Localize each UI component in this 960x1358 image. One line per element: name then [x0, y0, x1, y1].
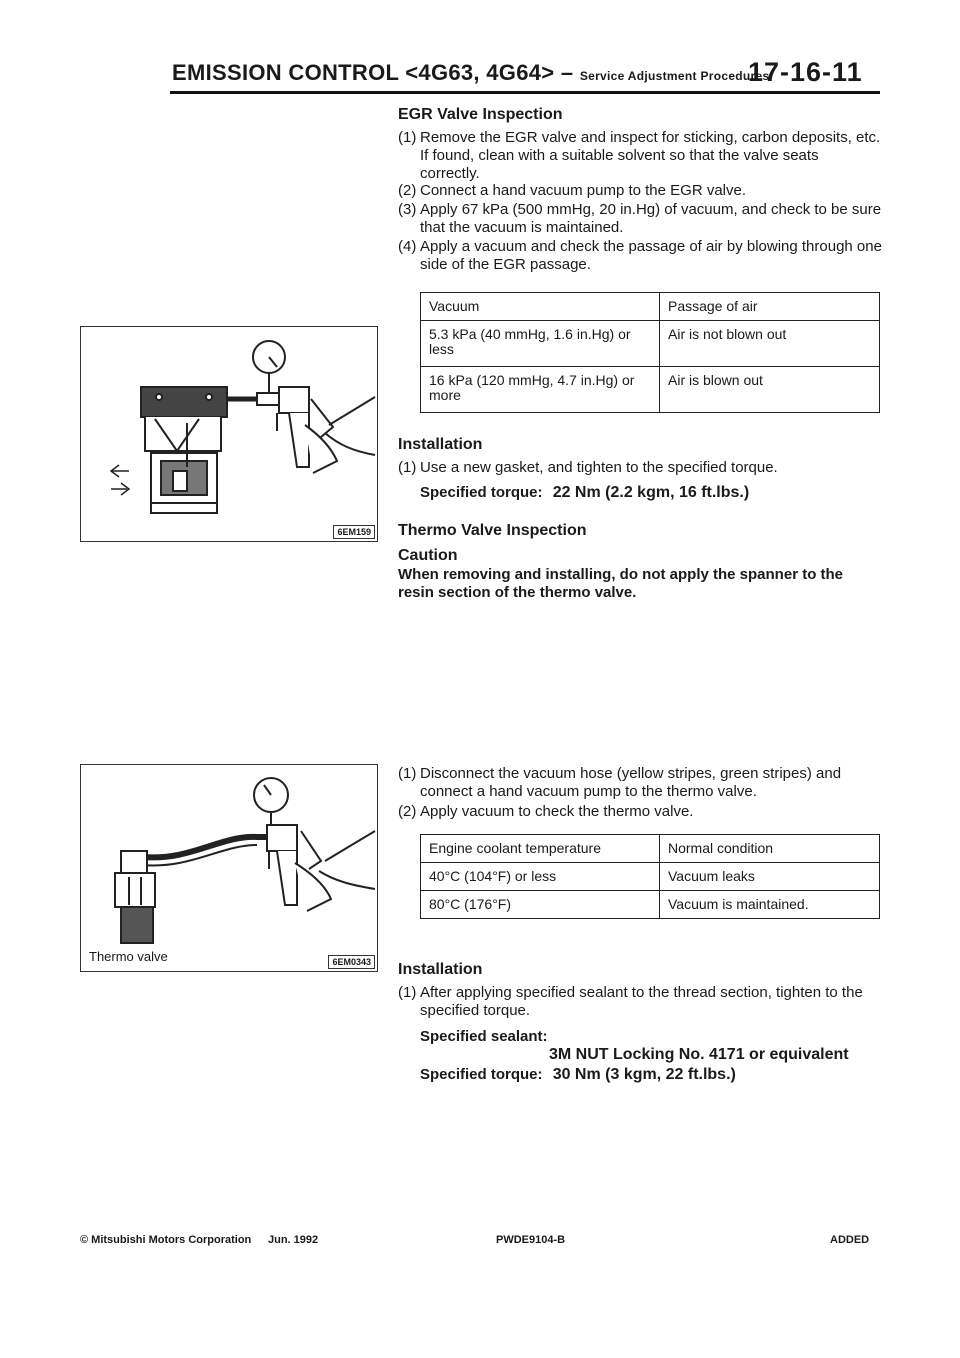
table-cell: 40°C (104°F) or less — [421, 863, 660, 891]
table-header-row — [421, 293, 880, 321]
thermo-installation-step-1 — [398, 984, 882, 1020]
thermo-step-1 — [398, 765, 882, 801]
table-row — [421, 321, 880, 367]
table-cell: 80°C (176°F) — [421, 891, 660, 919]
egr-step-1 — [398, 129, 882, 183]
caution-text: When removing and installing, do not apply the spanner to the resin section of the thermo valve. — [398, 566, 844, 601]
header-dash: – — [560, 60, 574, 85]
sealant-label: Specified sealant: — [420, 1028, 548, 1045]
thermo-temperature-table — [420, 834, 880, 919]
step-text: Apply vacuum to check the thermo valve. — [420, 803, 694, 820]
egr-step-3 — [398, 201, 882, 237]
footer-doc-code: PWDE9104-B — [496, 1234, 566, 1246]
egr-step-4 — [398, 238, 882, 274]
footer-copyright: © Mitsubishi Motors Corporation — [80, 1234, 252, 1246]
step-number: (3) — [398, 201, 417, 218]
step-text: Apply 67 kPa (500 mmHg, 20 in.Hg) of vacuum, and check to be sure that the vacuum is maintained. — [420, 201, 882, 236]
header-divider — [170, 91, 880, 94]
table-row — [421, 891, 880, 919]
step-text: Disconnect the vacuum hose (yellow stripes, green stripes) and connect a hand vacuum pump to the thermo valve. — [420, 765, 842, 800]
step-number: (2) — [398, 182, 417, 199]
thermo-valve-label: Thermo valve — [89, 949, 168, 964]
step-text: Remove the EGR valve and inspect for sticking, carbon deposits, etc. If found, clean with a suitable solvent so that the valve seats correctly. — [420, 129, 881, 182]
thermo-valve-illustration — [81, 765, 377, 971]
thermo-step-2 — [398, 803, 882, 821]
table-cell: Vacuum leaks — [660, 863, 880, 891]
sealant-value: 3M NUT Locking No. 4171 or equivalent — [549, 1046, 849, 1063]
page-header-title — [172, 60, 769, 86]
torque-label: Specified torque: — [420, 484, 543, 501]
table-header-cell: Engine coolant temperature — [421, 835, 660, 863]
thermo-section-title: Thermo Valve Inspection — [398, 522, 587, 539]
torque-value: 22 Nm (2.2 kgm, 16 ft.lbs.) — [552, 484, 750, 501]
step-text: Apply a vacuum and check the passage of air by blowing through one side of the EGR passage. — [420, 238, 882, 273]
table-row — [421, 863, 880, 891]
table-header-cell: Vacuum — [421, 293, 660, 321]
footer-status: ADDED — [830, 1234, 870, 1246]
figure-code: 6EM159 — [333, 525, 375, 539]
footer-date: Jun. 1992 — [268, 1234, 319, 1246]
egr-valve-illustration — [81, 327, 377, 541]
egr-step-2 — [398, 182, 882, 200]
step-number: (1) — [398, 459, 417, 476]
step-text: After applying specified sealant to the thread section, tighten to the specified torque. — [420, 984, 863, 1019]
egr-installation-title: Installation — [398, 436, 483, 453]
header-subtitle: Service Adjustment Procedures — [579, 69, 770, 83]
step-number: (1) — [398, 129, 417, 146]
egr-installation-step-1 — [398, 459, 882, 477]
table-cell: Vacuum is maintained. — [660, 891, 880, 919]
table-header-cell: Normal condition — [660, 835, 880, 863]
table-cell: 16 kPa (120 mmHg, 4.7 in.Hg) or more — [421, 367, 660, 413]
table-row — [421, 367, 880, 413]
torque-value: 30 Nm (3 kgm, 22 ft.lbs.) — [552, 1066, 736, 1083]
torque-label: Specified torque: — [420, 1066, 543, 1083]
egr-valve-figure — [80, 326, 378, 542]
thermo-installation-title: Installation — [398, 961, 483, 978]
thermo-torque-spec — [420, 1066, 736, 1084]
step-text: Use a new gasket, and tighten to the specified torque. — [420, 459, 778, 476]
step-number: (2) — [398, 803, 417, 820]
table-header-row — [421, 835, 880, 863]
page-number: 17-16-11 — [748, 57, 863, 87]
header-title: EMISSION CONTROL <4G63, 4G64> — [172, 60, 555, 85]
figure-code: 6EM0343 — [328, 955, 375, 969]
egr-vacuum-table — [420, 292, 880, 413]
caution-title: Caution — [398, 547, 458, 564]
step-text: Connect a hand vacuum pump to the EGR valve. — [420, 182, 747, 199]
egr-torque-spec — [420, 484, 749, 502]
step-number: (1) — [398, 984, 417, 1001]
table-cell: 5.3 kPa (40 mmHg, 1.6 in.Hg) or less — [421, 321, 660, 367]
table-cell: Air is not blown out — [660, 321, 880, 367]
thermo-valve-figure — [80, 764, 378, 972]
egr-section-title: EGR Valve Inspection — [398, 106, 563, 123]
step-number: (1) — [398, 765, 417, 782]
step-number: (4) — [398, 238, 417, 255]
table-header-cell: Passage of air — [660, 293, 880, 321]
table-cell: Air is blown out — [660, 367, 880, 413]
